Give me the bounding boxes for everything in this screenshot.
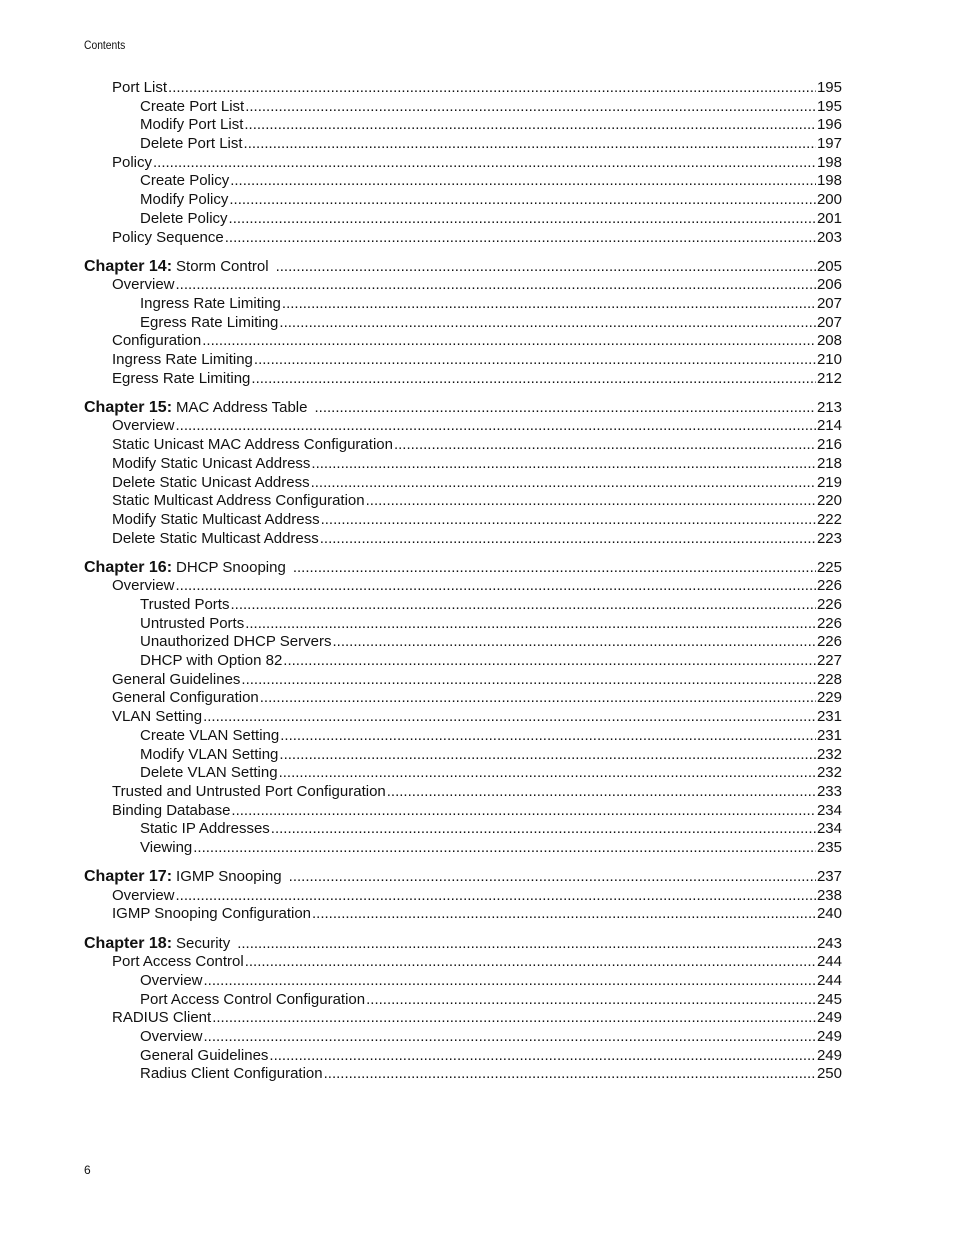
entry-page-number: 245 [816, 990, 842, 1008]
entry-page-number: 200 [816, 191, 842, 209]
entry-label: IGMP Snooping Configuration [112, 905, 312, 923]
entry-page-number: 232 [816, 745, 842, 763]
chapter-number: Chapter 15: [84, 398, 173, 416]
entry-label: Modify Static Unicast Address [112, 454, 311, 472]
toc-entry[interactable] [84, 1065, 842, 1084]
toc-entry[interactable] [84, 887, 842, 906]
toc-entry[interactable] [84, 820, 842, 839]
toc-entry[interactable] [84, 436, 842, 455]
entry-page-number: 222 [816, 510, 842, 528]
dot-leader [230, 172, 816, 191]
dot-leader [244, 135, 816, 154]
dot-leader [176, 417, 816, 436]
toc-entry[interactable] [84, 905, 842, 924]
toc-entry[interactable] [84, 783, 842, 802]
dot-leader [245, 615, 816, 634]
dot-leader [269, 1047, 816, 1066]
dot-leader [260, 689, 816, 708]
dot-leader [279, 746, 816, 765]
toc-entry[interactable] [84, 577, 842, 596]
toc-entry[interactable] [84, 511, 842, 530]
entry-label: Untrusted Ports [140, 614, 245, 632]
toc-entry[interactable] [84, 191, 842, 210]
entry-label: Static Multicast Address Configuration [112, 492, 365, 510]
toc-entry[interactable] [84, 671, 842, 690]
entry-label: VLAN Setting [112, 708, 203, 726]
dot-leader [311, 455, 816, 474]
entry-label: Overview [112, 276, 175, 294]
entry-page-number: 198 [816, 172, 842, 190]
dot-leader [251, 370, 816, 389]
toc-entry[interactable] [84, 652, 842, 671]
toc-entry[interactable] [84, 116, 842, 135]
toc-chapter-entry[interactable] [84, 258, 842, 277]
dot-leader [315, 399, 816, 418]
toc-chapter-entry[interactable] [84, 399, 842, 418]
toc-entry[interactable] [84, 615, 842, 634]
toc-entry[interactable] [84, 210, 842, 229]
entry-label: Ingress Rate Limiting [112, 351, 253, 369]
dot-leader [204, 1028, 816, 1047]
entry-label: Create Policy [140, 172, 230, 190]
entry-page-number: 195 [816, 79, 842, 96]
dot-leader [254, 351, 816, 370]
entry-label: Static IP Addresses [140, 820, 270, 838]
entry-page-number: 249 [816, 1009, 842, 1027]
toc-entry[interactable] [84, 314, 842, 333]
toc-entry[interactable] [84, 991, 842, 1010]
toc-entry[interactable] [84, 135, 842, 154]
dot-leader [311, 474, 816, 493]
entry-page-number: 238 [816, 886, 842, 904]
entry-label: Port Access Control [112, 953, 244, 971]
toc-entry[interactable] [84, 79, 842, 98]
entry-page-number: 201 [816, 209, 842, 227]
entry-page-number: 203 [816, 228, 842, 246]
chapter-number: Chapter 18: [84, 934, 173, 952]
toc-entry[interactable] [84, 172, 842, 191]
entry-page-number: 233 [816, 782, 842, 800]
entry-label: General Guidelines [112, 670, 241, 688]
entry-label: Port List [112, 79, 168, 96]
dot-leader [324, 1065, 816, 1084]
dot-leader [202, 332, 816, 351]
toc-entry[interactable] [84, 492, 842, 511]
entry-page-number: 223 [816, 529, 842, 547]
dot-leader [204, 972, 816, 991]
dot-leader [237, 935, 816, 954]
entry-label: Delete Port List [140, 135, 243, 153]
dot-leader [229, 210, 816, 229]
toc-entry[interactable] [84, 839, 842, 858]
entry-page-number: 198 [816, 153, 842, 171]
entry-page-number: 205 [816, 257, 842, 275]
entry-label: Port Access Control Configuration [140, 990, 366, 1008]
toc-chapter-entry[interactable] [84, 868, 842, 887]
table-of-contents [84, 79, 842, 1084]
dot-leader [153, 154, 816, 173]
chapter-number: Chapter 17: [84, 868, 173, 886]
dot-leader [279, 314, 816, 333]
toc-entry[interactable] [84, 764, 842, 783]
entry-page-number: 206 [816, 276, 842, 294]
dot-leader [231, 802, 816, 821]
dot-leader [245, 98, 816, 117]
dot-leader [293, 559, 816, 578]
entry-label: Create VLAN Setting [140, 726, 280, 744]
entry-page-number: 226 [816, 633, 842, 651]
toc-entry[interactable] [84, 596, 842, 615]
dot-leader [241, 671, 816, 690]
entry-page-number: 226 [816, 577, 842, 595]
chapter-heading [84, 868, 288, 887]
entry-label: General Guidelines [140, 1046, 269, 1064]
toc-entry[interactable] [84, 972, 842, 991]
entry-label: Create Port List [140, 97, 245, 115]
entry-page-number: 234 [816, 820, 842, 838]
entry-page-number: 243 [816, 934, 842, 952]
chapter-title: MAC Address Table [176, 398, 308, 416]
toc-entry[interactable] [84, 708, 842, 727]
page-number: 6 [84, 1163, 91, 1177]
dot-leader [289, 868, 816, 887]
dot-leader [168, 79, 816, 98]
entry-label: Policy [112, 153, 153, 171]
toc-chapter-entry[interactable] [84, 559, 842, 578]
dot-leader [321, 511, 816, 530]
chapter-title: Security [176, 934, 231, 952]
entry-page-number: 235 [816, 838, 842, 856]
toc-entry[interactable] [84, 154, 842, 173]
dot-leader [193, 839, 816, 858]
toc-entry[interactable] [84, 474, 842, 493]
toc-entry[interactable] [84, 1009, 842, 1028]
dot-leader [282, 295, 816, 314]
toc-entry[interactable] [84, 417, 842, 436]
entry-page-number: 226 [816, 596, 842, 614]
entry-label: Ingress Rate Limiting [140, 294, 281, 312]
chapter-title: IGMP Snooping [176, 868, 282, 886]
dot-leader [276, 258, 816, 277]
dot-leader [229, 191, 816, 210]
chapter-title: DHCP Snooping [176, 558, 286, 576]
entry-label: Policy Sequence [112, 228, 224, 246]
entry-label: Binding Database [112, 801, 231, 819]
entry-label: Configuration [112, 332, 202, 350]
entry-label: Static Unicast MAC Address Configuration [112, 436, 393, 454]
dot-leader [394, 436, 816, 455]
entry-page-number: 234 [816, 801, 842, 819]
toc-entry[interactable] [84, 689, 842, 708]
entry-label: Radius Client Configuration [140, 1065, 323, 1083]
dot-leader [387, 783, 816, 802]
entry-label: Overview [140, 1027, 203, 1045]
entry-page-number: 196 [816, 116, 842, 134]
dot-leader [176, 276, 816, 295]
entry-page-number: 207 [816, 313, 842, 331]
entry-label: Egress Rate Limiting [112, 369, 251, 387]
toc-entry[interactable] [84, 332, 842, 351]
chapter-heading [84, 258, 275, 277]
toc-entry[interactable] [84, 276, 842, 295]
entry-page-number: 244 [816, 971, 842, 989]
entry-page-number: 232 [816, 764, 842, 782]
toc-entry[interactable] [84, 802, 842, 821]
entry-page-number: 218 [816, 454, 842, 472]
chapter-number: Chapter 16: [84, 558, 173, 576]
toc-entry[interactable] [84, 1028, 842, 1047]
toc-entry[interactable] [84, 351, 842, 370]
entry-label: Modify VLAN Setting [140, 745, 279, 763]
toc-entry[interactable] [84, 455, 842, 474]
entry-page-number: 249 [816, 1046, 842, 1064]
entry-page-number: 220 [816, 492, 842, 510]
entry-page-number: 225 [816, 558, 842, 576]
dot-leader [366, 492, 816, 511]
toc-entry[interactable] [84, 98, 842, 117]
entry-label: Trusted and Untrusted Port Configuration [112, 782, 386, 800]
entry-label: General Configuration [112, 689, 259, 707]
toc-entry[interactable] [84, 530, 842, 549]
entry-page-number: 231 [816, 708, 842, 726]
entry-page-number: 250 [816, 1065, 842, 1083]
entry-page-number: 213 [816, 398, 842, 416]
entry-page-number: 207 [816, 294, 842, 312]
entry-page-number: 240 [816, 905, 842, 923]
entry-page-number: 228 [816, 670, 842, 688]
entry-label: Overview [112, 577, 175, 595]
entry-label: Overview [112, 417, 175, 435]
entry-label: Viewing [140, 838, 193, 856]
entry-label: Trusted Ports [140, 596, 230, 614]
toc-entry[interactable] [84, 229, 842, 248]
dot-leader [366, 991, 816, 1010]
dot-leader [225, 229, 816, 248]
toc-entry[interactable] [84, 295, 842, 314]
dot-leader [176, 887, 816, 906]
entry-page-number: 229 [816, 689, 842, 707]
chapter-heading [84, 559, 292, 578]
entry-page-number: 212 [816, 369, 842, 387]
entry-page-number: 226 [816, 614, 842, 632]
entry-page-number: 208 [816, 332, 842, 350]
entry-label: Delete Static Unicast Address [112, 473, 310, 491]
dot-leader [312, 905, 816, 924]
toc-chapter-entry[interactable] [84, 935, 842, 954]
entry-label: Overview [140, 971, 203, 989]
chapter-number: Chapter 14: [84, 257, 173, 275]
dot-leader [245, 953, 816, 972]
toc-entry[interactable] [84, 746, 842, 765]
toc-entry[interactable] [84, 727, 842, 746]
dot-leader [283, 652, 816, 671]
dot-leader [280, 727, 816, 746]
entry-page-number: 237 [816, 868, 842, 886]
entry-label: Delete Policy [140, 209, 228, 227]
dot-leader [212, 1009, 816, 1028]
dot-leader [271, 820, 816, 839]
entry-label: Overview [112, 886, 175, 904]
dot-leader [320, 530, 816, 549]
entry-page-number: 249 [816, 1027, 842, 1045]
entry-page-number: 195 [816, 97, 842, 115]
entry-label: RADIUS Client [112, 1009, 212, 1027]
entry-page-number: 214 [816, 417, 842, 435]
dot-leader [279, 764, 816, 783]
chapter-heading [84, 935, 236, 954]
entry-page-number: 244 [816, 953, 842, 971]
chapter-title: Storm Control [176, 257, 269, 275]
entry-label: Delete Static Multicast Address [112, 529, 319, 547]
chapter-heading [84, 399, 314, 418]
entry-page-number: 219 [816, 473, 842, 491]
toc-entry[interactable] [84, 1047, 842, 1066]
entry-label: Egress Rate Limiting [140, 313, 279, 331]
dot-leader [244, 116, 816, 135]
dot-leader [230, 596, 815, 615]
toc-entry[interactable] [84, 370, 842, 389]
entry-page-number: 210 [816, 351, 842, 369]
toc-entry[interactable] [84, 633, 842, 652]
entry-label: Unauthorized DHCP Servers [140, 633, 332, 651]
entry-page-number: 227 [816, 652, 842, 670]
entry-page-number: 231 [816, 726, 842, 744]
dot-leader [176, 577, 816, 596]
entry-label: Modify Policy [140, 191, 229, 209]
entry-label: Delete VLAN Setting [140, 764, 278, 782]
entry-label: Modify Port List [140, 116, 244, 134]
entry-label: Modify Static Multicast Address [112, 510, 320, 528]
dot-leader [332, 633, 815, 652]
entry-page-number: 197 [816, 135, 842, 153]
entry-page-number: 216 [816, 436, 842, 454]
dot-leader [203, 708, 816, 727]
running-header: Contents [84, 38, 126, 52]
toc-entry[interactable] [84, 953, 842, 972]
entry-label: DHCP with Option 82 [140, 652, 283, 670]
